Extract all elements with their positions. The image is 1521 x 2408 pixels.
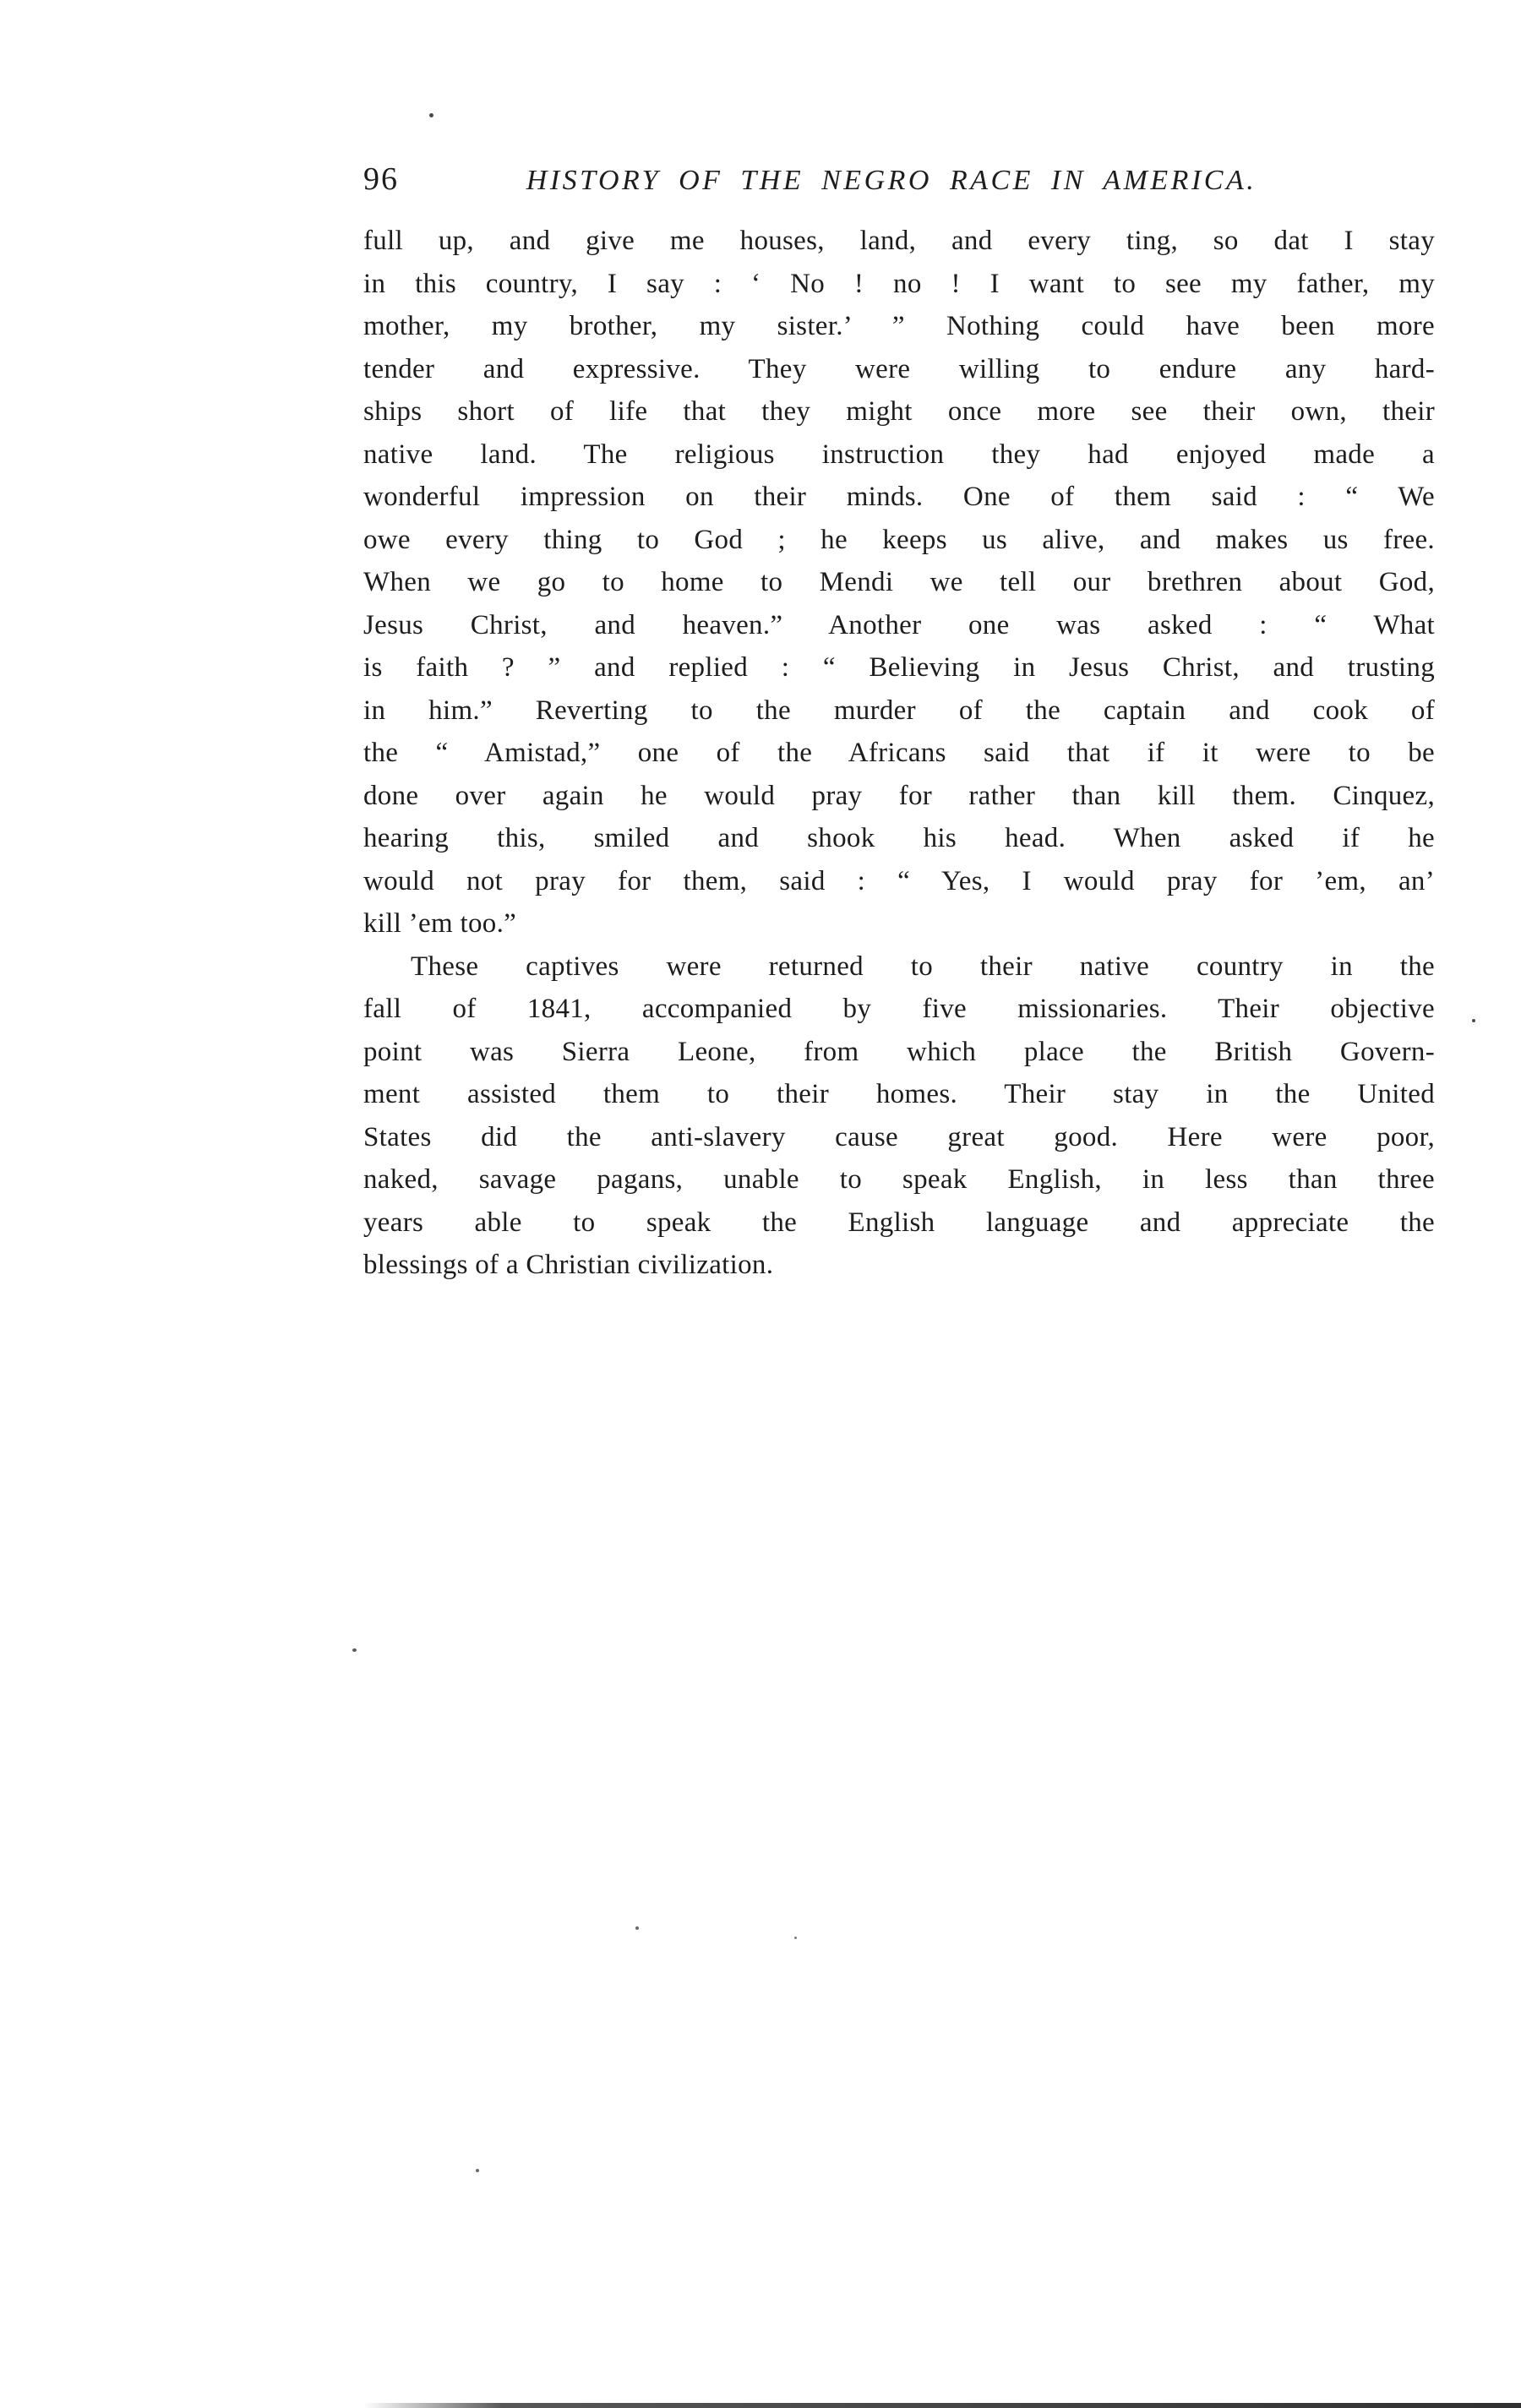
- body-text: [363, 220, 1435, 1287]
- text-line: in this country, I say : ‘ No ! no ! I want to see my father, my: [363, 268, 1435, 299]
- text-line: years able to speak the English language and appreciate the: [363, 1207, 1435, 1238]
- text-line: is faith ? ” and replied : “ Believing in Jesus Christ, and trusting: [363, 652, 1435, 683]
- scan-edge-artifact: [363, 2403, 1521, 2408]
- text-line: would not pray for them, said : “ Yes, I would pray for ’em, an’: [363, 865, 1435, 896]
- text-line: point was Sierra Leone, from which place the British Govern-: [363, 1036, 1435, 1067]
- scan-speck: [352, 1648, 357, 1652]
- scan-speck: [429, 113, 433, 117]
- paragraph-1: [363, 220, 1435, 945]
- text-line: full up, and give me houses, land, and every ting, so dat I stay: [363, 226, 1435, 256]
- scan-speck: [635, 1926, 639, 1930]
- text-line: naked, savage pagans, unable to speak English, in less than three: [363, 1164, 1435, 1195]
- text-line: These captives were returned to their native country in the: [411, 951, 1435, 982]
- text-line: blessings of a Christian civilization.: [363, 1250, 774, 1280]
- text-line: When we go to home to Mendi we tell our brethren about God,: [363, 567, 1435, 597]
- text-line: Jesus Christ, and heaven.” Another one was asked : “ What: [363, 609, 1435, 640]
- running-title: HISTORY OF THE NEGRO RACE IN AMERICA.: [526, 165, 1257, 196]
- scan-speck: [476, 2169, 479, 2172]
- text-line: mother, my brother, my sister.’ ” Nothing could have been more: [363, 311, 1435, 341]
- text-line: kill ’em too.”: [363, 908, 517, 939]
- text-line: tender and expressive. They were willing to endure any hard-: [363, 353, 1435, 384]
- page-number: 96: [363, 161, 399, 197]
- text-line: the “ Amistad,” one of the Africans said that if it were to be: [363, 738, 1435, 768]
- paragraph-2: [363, 945, 1435, 1287]
- text-line: in him.” Reverting to the murder of the captain and cook of: [363, 695, 1435, 726]
- text-line: States did the anti-slavery cause great good. Here were poor,: [363, 1121, 1435, 1152]
- text-line: ships short of life that they might once more see their own, their: [363, 396, 1435, 427]
- text-line: native land. The religious instruction they had enjoyed made a: [363, 439, 1435, 470]
- text-line: owe every thing to God ; he keeps us alive, and makes us free.: [363, 524, 1435, 555]
- text-line: fall of 1841, accompanied by five missionaries. Their objective: [363, 994, 1435, 1024]
- text-line: ment assisted them to their homes. Their stay in the United: [363, 1079, 1435, 1109]
- text-line: wonderful impression on their minds. One of them said : “ We: [363, 482, 1435, 512]
- scan-speck: [1472, 1019, 1475, 1022]
- scan-speck: [794, 1937, 797, 1939]
- running-header: [363, 161, 1435, 198]
- text-line: hearing this, smiled and shook his head. When asked if he: [363, 823, 1435, 853]
- text-line: done over again he would pray for rather than kill them. Cinquez,: [363, 780, 1435, 811]
